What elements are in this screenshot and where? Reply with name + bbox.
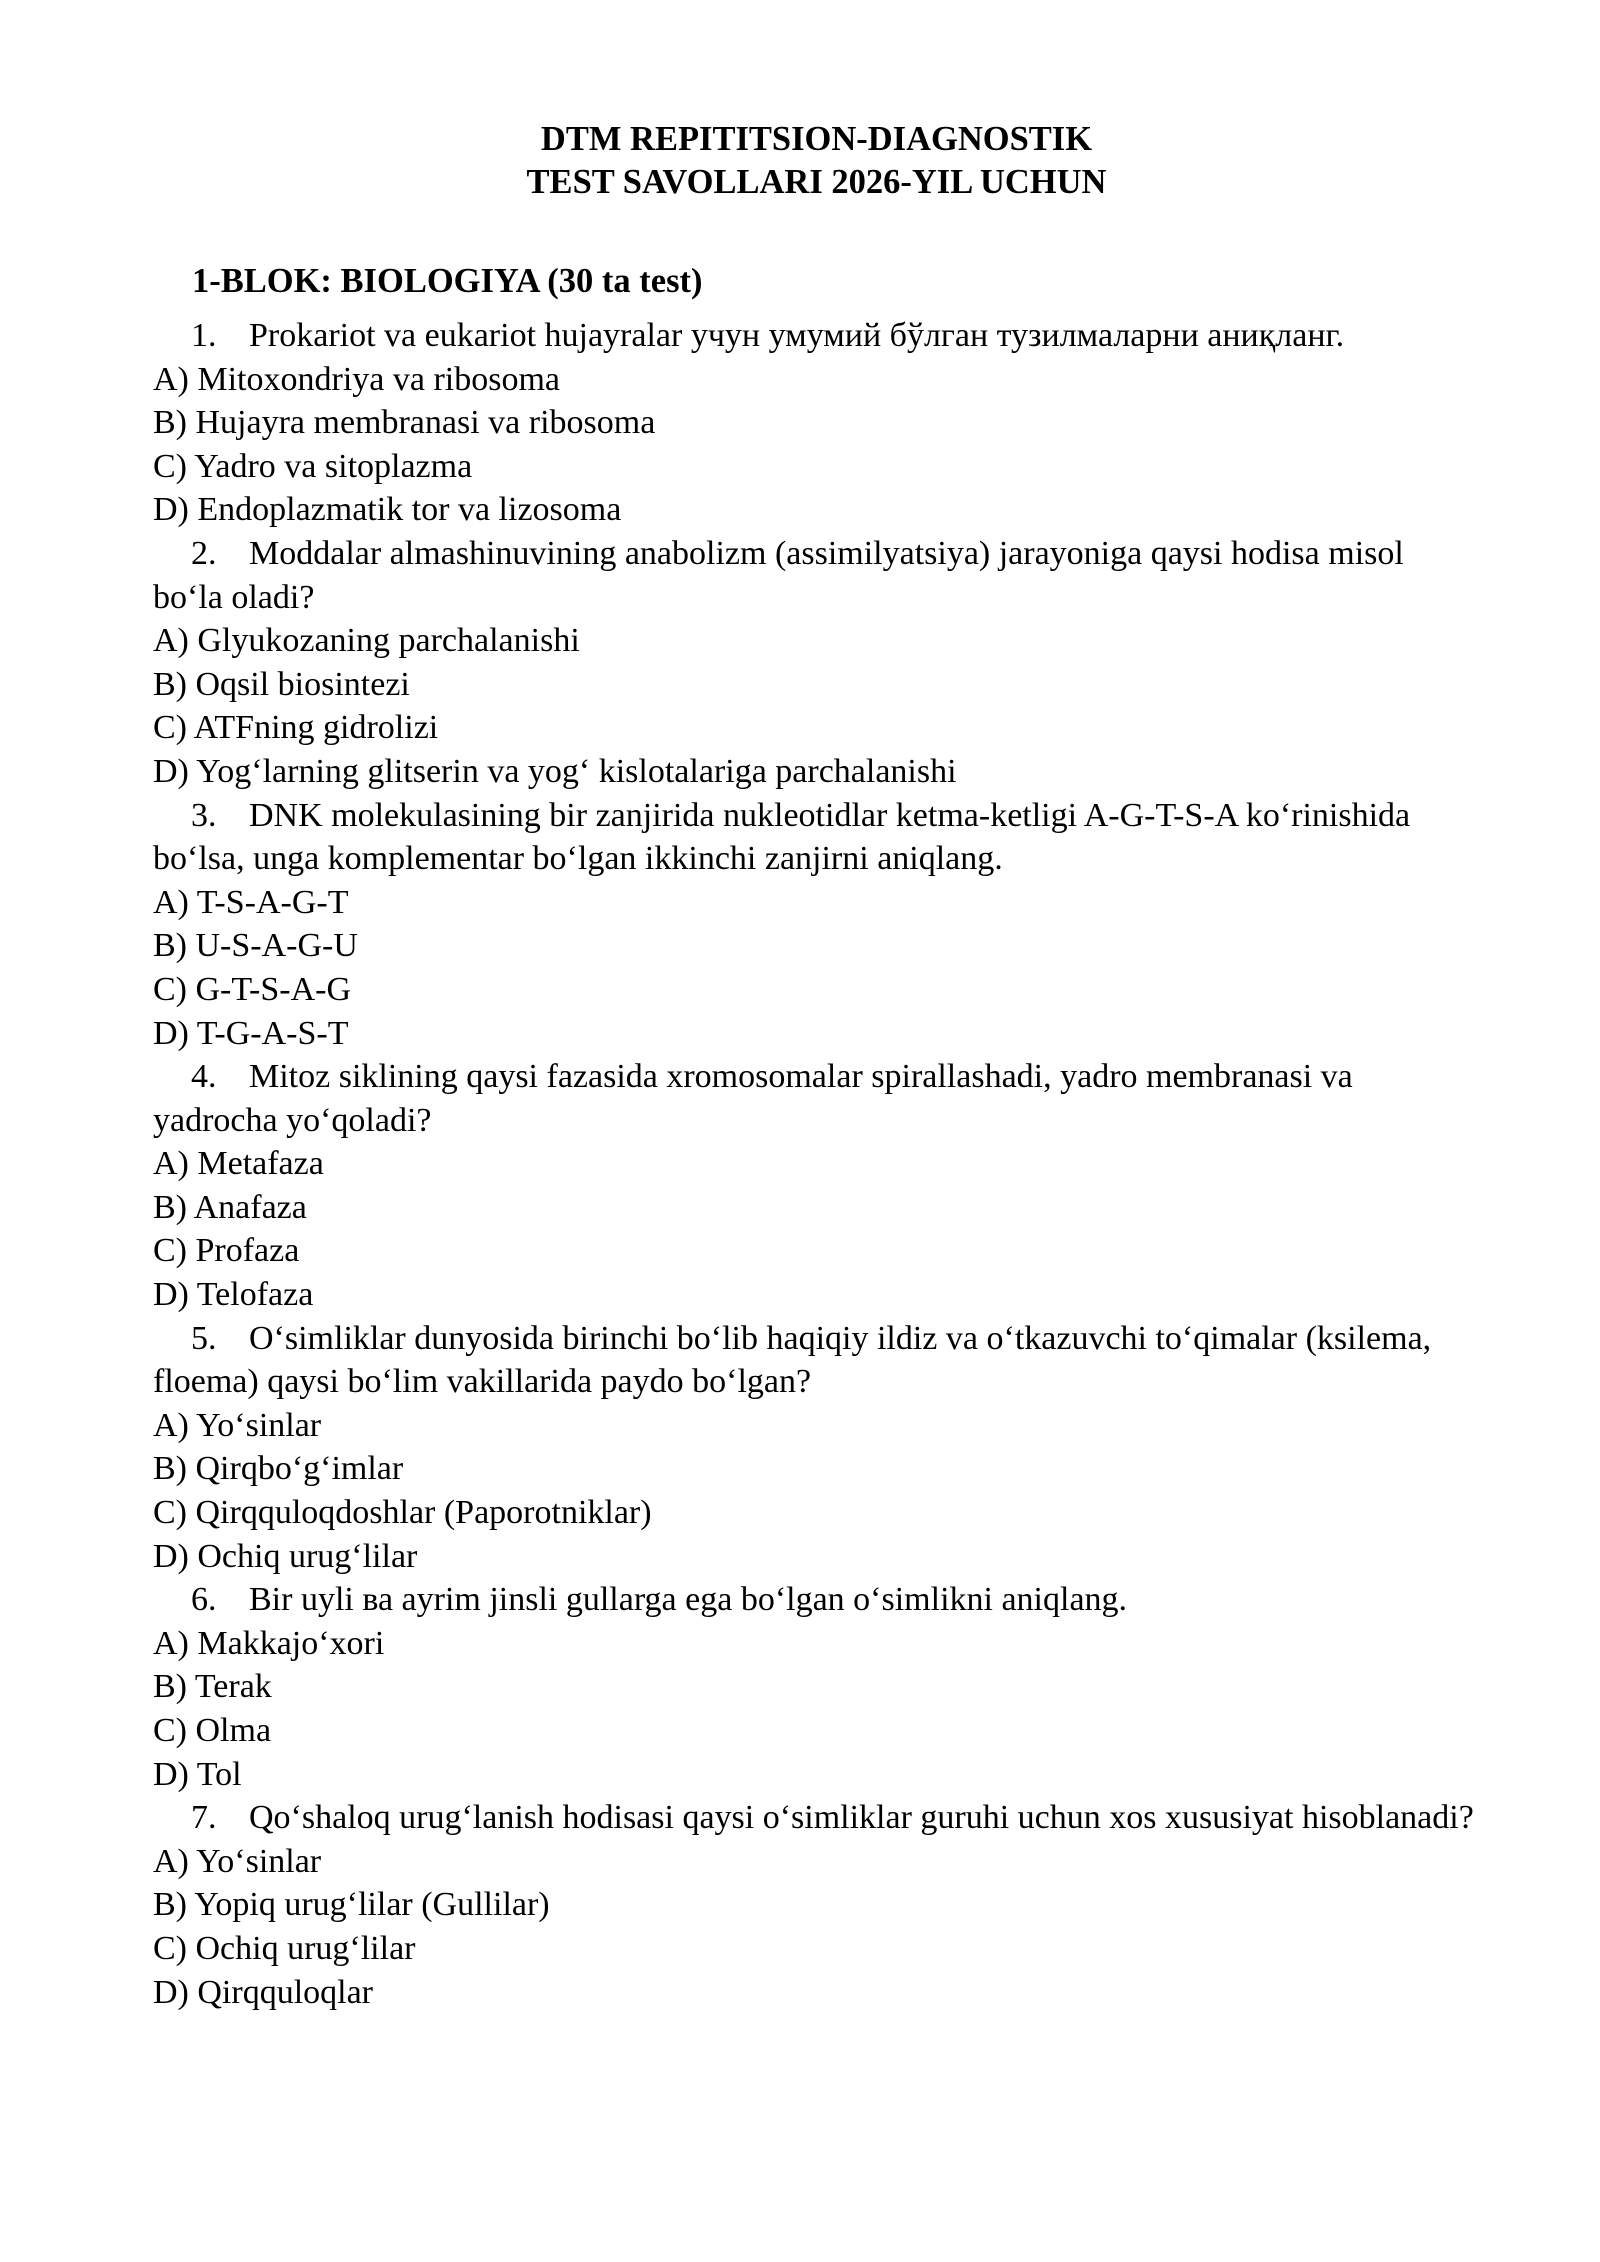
- answer-option-d: D) Ochiq urug‘lilar: [153, 1537, 418, 1575]
- question-text: Bir uyli ва ayrim jinsli gullarga ega bo‘lgan o‘simlikni aniqlang.: [249, 1581, 1128, 1619]
- question-text: Qo‘shaloq urug‘lanish hodisasi qaysi o‘simliklar guruhi uchun xos xususiyat hisoblanadi?: [249, 1799, 1474, 1837]
- question-stem: [153, 314, 1480, 358]
- answer-option-c: C) Qirqquloqdoshlar (Paporotniklar): [153, 1494, 652, 1532]
- question-item: [153, 1796, 1480, 2014]
- question-item: [153, 794, 1480, 1056]
- question-number: 6.: [191, 1581, 217, 1619]
- title-line-2: TEST SAVOLLARI 2026-YIL UCHUN: [526, 163, 1107, 201]
- answer-option-b: B) Qirqbo‘g‘imlar: [153, 1450, 404, 1488]
- answer-option-b: B) Anafaza: [153, 1188, 307, 1226]
- answer-option-a: A) Yo‘sinlar: [153, 1406, 322, 1444]
- question-item: [153, 532, 1480, 794]
- answer-option-b: B) U-S-A-G-U: [153, 927, 358, 965]
- question-number: 4.: [191, 1058, 217, 1096]
- question-stem: [153, 1317, 1480, 1404]
- answer-option-c: C) ATFning gidrolizi: [153, 709, 439, 747]
- question-item: [153, 1578, 1480, 1796]
- answer-option-d: D) Yog‘larning glitserin va yog‘ kislotalariga parchalanishi: [153, 752, 957, 790]
- question-list: [153, 314, 1480, 2014]
- answer-option-d: D) Qirqquloqlar: [153, 1973, 374, 2011]
- block-heading: 1-BLOK: BIOLOGIYA (30 ta test): [192, 262, 703, 300]
- answer-option-a: A) Yo‘sinlar: [153, 1842, 322, 1880]
- question-number: 3.: [191, 796, 217, 834]
- answer-option-d: D) Tol: [153, 1755, 242, 1793]
- question-item: [153, 314, 1480, 532]
- question-text: Moddalar almashinuvining anabolizm (assimilyatsiya) jarayoniga qaysi hodisa misol bo‘la oladi?: [153, 534, 1404, 616]
- answer-option-a: A) Mitoxondriya va ribosoma: [153, 360, 560, 398]
- answer-option-b: B) Terak: [153, 1668, 272, 1706]
- answer-option-a: A) Makkajo‘xori: [153, 1624, 385, 1662]
- question-stem: [153, 1578, 1480, 1622]
- question-text: Prokariot va eukariot hujayralar учун умумий бўлган тузилмаларни аниқланг.: [249, 317, 1345, 354]
- question-text: O‘simliklar dunyosida birinchi bo‘lib haqiqiy ildiz va o‘tkazuvchi to‘qimalar (ksilema, floema) qaysi bo‘lim vakillarida paydo bo‘lgan?: [153, 1319, 1432, 1401]
- question-stem: [153, 1796, 1480, 1840]
- answer-option-b: B) Yopiq urug‘lilar (Gullilar): [153, 1886, 550, 1924]
- answer-option-b: B) Hujayra membranasi va ribosoma: [153, 404, 656, 442]
- title-line-1: DTM REPITITSION-DIAGNOSTIK: [540, 120, 1093, 158]
- answer-option-a: A) Glyukozaning parchalanishi: [153, 622, 580, 660]
- question-number: 5.: [191, 1319, 217, 1357]
- answer-option-c: C) Profaza: [153, 1232, 300, 1270]
- answer-option-b: B) Oqsil biosintezi: [153, 665, 410, 703]
- question-number: 1.: [191, 317, 217, 354]
- answer-option-c: C) Olma: [153, 1712, 272, 1749]
- answer-option-c: C) Ochiq urug‘lilar: [153, 1929, 416, 1967]
- question-stem: [153, 1055, 1480, 1142]
- document-title: [153, 118, 1480, 204]
- question-text: Mitoz siklining qaysi fazasida xromosomalar spirallashadi, yadro membranasi va yadrocha yo‘qoladi?: [153, 1058, 1353, 1139]
- question-item: [153, 1055, 1480, 1317]
- question-stem: [153, 532, 1480, 619]
- question-number: 2.: [191, 534, 217, 572]
- question-stem: [153, 794, 1480, 881]
- answer-option-d: D) Endoplazmatik tor va lizosoma: [153, 491, 622, 529]
- question-item: [153, 1317, 1480, 1579]
- question-number: 7.: [191, 1799, 217, 1837]
- answer-option-a: A) Metafaza: [153, 1145, 324, 1183]
- question-text: DNK molekulasining bir zanjirida nukleotidlar ketma-ketligi A-G-T-S-A ko‘rinishida bo‘lsa, unga komplementar bo‘lgan ikkinchi zanjirni aniqlang.: [153, 796, 1411, 878]
- answer-option-a: A) T-S-A-G-T: [153, 883, 349, 921]
- answer-option-d: D) T-G-A-S-T: [153, 1014, 349, 1052]
- answer-option-d: D) Telofaza: [153, 1276, 314, 1314]
- answer-option-c: C) Yadro va sitoplazma: [153, 447, 473, 485]
- answer-option-c: C) G-T-S-A-G: [153, 970, 352, 1008]
